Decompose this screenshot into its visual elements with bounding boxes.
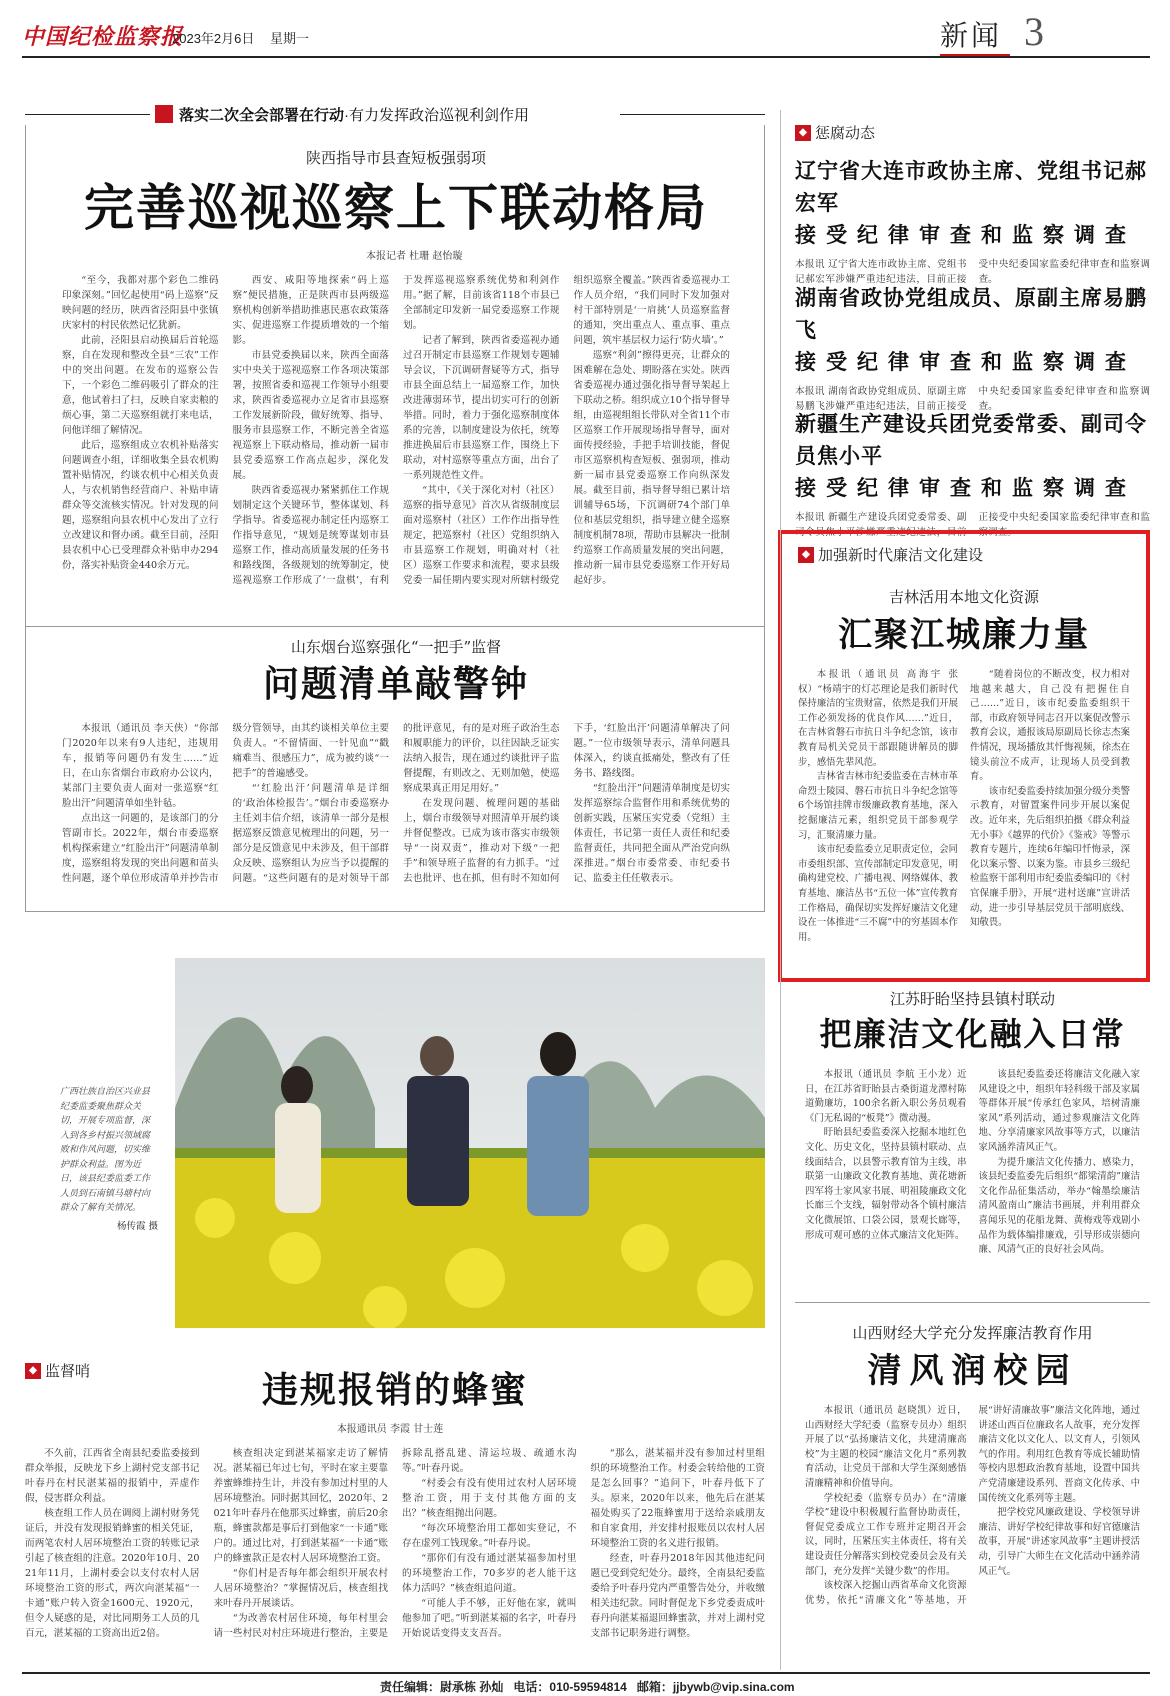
- footer-editor: 尉承栋 孙灿: [440, 1680, 504, 1694]
- item-body: 本报讯 新疆生产建设兵团党委常委、副司令员焦小平涉嫌严重违纪违法，目前正接受中央纪委国家监委纪律审查和监察调查。: [795, 512, 1150, 538]
- section-name: 新闻: [940, 19, 1003, 52]
- clean-culture-title: 汇聚江城廉力量: [838, 615, 1090, 655]
- paragraph: 此前，泾阳县启动换届后首轮巡察，自在发现和整改全县“三农”工作中的突出问题。在发布的巡察公告下，一个彩色二维码吸引了群众的注意，他试着扫了扫，反映自家卖粮的烦心事，第二天巡察组就打来电话，问他详细了解情况。: [62, 335, 219, 436]
- anti-corruption-tag-icon: ◆: [795, 125, 811, 141]
- supervision-tag-icon: ◆: [25, 1363, 41, 1379]
- paragraph: 本报讯（通讯员 李航 王小龙）近日，在江苏省盱眙县古桑街道龙潭村陈道勤廉坊，100余名新入职公务员观看《门无私谒的“板凳”》微动漫。: [805, 1069, 967, 1124]
- shanxi-kicker: 山西财经大学充分发挥廉洁教育作用: [852, 1324, 1093, 1342]
- paragraph: “其中，《关于深化对村（社区）巡察的指导意见》首次从省级制度层面对巡察村（社区）工作作出指导性规定，把巡察村（社区）党组织纳入市县巡察工作规划，明确对村（社区）巡察工作要求和流程，要求县级党委一届任期内要实现对所辖村级党组织巡察全覆盖。”陕西省委巡视办工作人员介绍，“我们同时下发加强对村干部特别是‘一肩挑’人员巡察监督的通知，突出重点人、重点事、重点问题，筑牢基层权力运行‘防火墙’。”: [403, 275, 730, 586]
- banner-rule-right: [620, 114, 765, 115]
- anti-corruption-tag: [795, 122, 875, 143]
- item-headline-2: 接受纪律审查和监察调查: [795, 222, 1136, 247]
- paragraph: 西安、咸阳等地探索“码上巡察”便民措施，正是陕西市县两级巡察机构创新举措助推惠民惠农政策落实、促进巡察工作提质增效的一个缩影。: [232, 275, 389, 346]
- item-headline-1: 新疆生产建设兵团党委常委、副司令员焦小平: [795, 411, 1147, 468]
- article-1-byline: 本报记者 杜珊 赵怡璇: [366, 251, 463, 262]
- paragraph: “随着岗位的不断改变，权力相对地越来越大，自己没有把握住自己……”近日，该市纪委监委组织干部，市政府领导同志召开以案促改警示教育会议，通报该局原副局长徐志杰案件情况，现场播放其忏悔视频，徐杰在镜头前泣不成声，让现场人员受到教育。: [970, 669, 1130, 783]
- supervision-title: 违规报销的蜂蜜: [261, 1369, 528, 1411]
- field-photo-illustration: [175, 958, 765, 1328]
- anti-corruption-item: [795, 155, 1150, 289]
- masthead-weekday: 星期一: [270, 31, 310, 46]
- paragraph: “那你们有没有通过湛某福参加村里的环境整治工作，70多岁的老人能干这体力活吗？”核查组追问道。: [402, 1553, 577, 1594]
- shanxi-rule: [795, 1302, 1150, 1303]
- masthead: [22, 9, 1150, 54]
- paragraph: 本报讯（通讯员 高海宇 张权）“杨靖宇的灯芯理论是我们新时代保持廉洁的宝贵财富，依然是我们开展工作必须发扬的优良作风……”近日，在吉林省磐石市抗日斗争纪念馆，该市教育局机关党员干部跟随讲解员的脚步，感悟先辈风范。: [798, 669, 958, 768]
- item-headline-1: 湖南省政协党组成员、原副主席易鹏飞: [795, 285, 1147, 342]
- photo-caption-text: 广西壮族自治区兴业县纪委监委聚焦群众关切，开展专项监督，深入到各乡村振兴领域腐败和作风问题，切实维护群众利益。图为近日，该县纪委监委工作人员到石南镇马塘村向群众了解有关情况。: [60, 1087, 151, 1213]
- photo-caption: [60, 1085, 158, 1232]
- paragraph: 本报讯（通讯员 李天侠）“你部门2020年以来有9人违纪，违规用车，报销等问题仍有发生……”近日，在山东省烟台市政府办公议内，某部门主要负责人面对一张巡察“红脸出汗”问题清单如坐针毡。: [62, 723, 219, 809]
- footer: [380, 1678, 795, 1695]
- footer-editor-label: 责任编辑：: [380, 1680, 441, 1694]
- paragraph: “村委会有没有使用过农村人居环境整治工资，用于支付其他方面的支出？”核查组抛出问题。: [402, 1478, 577, 1519]
- paragraph: 经查，叶春丹2018年因其他违纪问题已受到党纪处分。最终，全南县纪委监委给予叶春丹党内严重警告处分，并收缴相关违纪款。同时督促龙下乡党委责成叶春丹向湛某福退回蜂蜜款，并对上湖村党支部书记职务进行调整。: [590, 1553, 765, 1639]
- jiangsu-body: [805, 1068, 1140, 1286]
- paragraph: 记者了解到，陕西省委巡视办通过召开制定市县巡察工作规划专题辅导会议，下沉调研督疑等方式，指导市县全面总结上一届巡察工作，加快改进薄弱环节，提出切实可行的创新举措。同时，着力于强化巡察制度体系的完善，以制度建设为依托，统筹推进换届后市县巡察工作，围绕上下联动，对村巡察等重点方面，出台了一系列规范性文件。: [403, 335, 560, 481]
- clean-culture-body: [798, 668, 1130, 974]
- article-1-title: 完善巡视巡察上下联动格局: [84, 178, 708, 237]
- paragraph: 该市纪委监委持续加强分级分类警示教育，对留置案件同步开展以案促改。近年来，先后组织拍摄《群众利益无小事》《越界的代价》《鉴戒》等警示教育专题片，连续6年编印忏悔录，深化以案示警、以案为鉴。市县乡三级纪检监察干部利用市纪委监委编印的《村官保廉手册》，开展“进村送廉”宣讲活动，进一步引导基层党员干部明底线、知敬畏。: [970, 785, 1130, 929]
- page-number: 3: [1024, 9, 1044, 54]
- shanxi-title: 清风润校园: [867, 1351, 1078, 1391]
- item-body: 本报讯 辽宁省大连市政协主席、党组书记郝宏军涉嫌严重违纪违法，目前正接受中央纪委国家监委纪律审查和监察调查。: [795, 259, 1150, 285]
- paragraph: 核查组决定到湛某福家走访了解情况。湛某福已年过七旬，平时在家主要靠养蜜蜂维持生计，并没有参加过村里的人居环境整治。同时据其回忆，2020年、2021年叶春丹在他那买过蜂蜜，前后20余瓶，蜂蜜款都是事后打到他家“一卡通”账户的。通过比对，打到湛某福“一卡通”账户的蜂蜜款正是农村人居环境整治工资。: [213, 1448, 388, 1564]
- masthead-date: 2023年2月6日: [172, 31, 255, 46]
- item-headline-2: 接受纪律审查和监察调查: [795, 349, 1136, 374]
- paragraph: 在发现问题、梳理问题的基础上，烟台市级领导对照清单开展约谈并督促整改。已成为该市落实市级领导“一岗双责”，推动对下级“一把手”和领导班子监督的有力抓手。“过去也批评、也在抓，但有时不知如何下手，‘红脸出汗’问题清单解决了问题。”一位市级领导表示，清单问题具体深入，约谈直抵痛处，整改有了任务书、路线图。: [403, 723, 730, 884]
- paragraph: “为改善农村居住环境，每年村里会请一些村民对村庄环境进行整治，主要是拆除乱搭乱建、清运垃圾、疏通水沟等。”叶春丹说。: [213, 1448, 577, 1639]
- anti-corruption-item: [795, 408, 1150, 542]
- supervision-body: [25, 1446, 765, 1666]
- anti-corruption-item: [795, 282, 1150, 416]
- masthead-name: 中国纪检监察报: [22, 24, 184, 50]
- paragraph: 点出这一问题的，是该部门的分管副市长。2022年，烟台市委巡察机构探索建立“红脸出汗”问题清单制度，巡察组将发现的突出问题和苗头性问题，逐个单位形成清单并抄告市级分管领导，由其约谈相关单位主要负责人。“不留情面、一针见血”“戳痛难当、很感压力”，成为被约谈“一把手”的普遍感受。: [62, 723, 389, 884]
- article-2-title: 问题清单敲警钟: [262, 663, 529, 705]
- supervision-byline: 本报通讯员 李霞 甘士莲: [336, 1424, 444, 1435]
- paragraph: 陕西省委巡视办紧紧抓住工作规划制定这个关键环节，整体谋划、科学指导。省委巡视办制定任内巡察工作指导意见，“规划是统筹谋划市县巡察工作，推动高质量发展的任务书和路线图，各级规划的统筹制定，使巡视巡察工作形成了‘一盘棋’，有利于发挥巡视巡察系统优势和利剑作用。”据了解，目前该省118个市县已全部制定印发新一届党委巡察工作规划。: [232, 275, 560, 586]
- paragraph: “可能人手不够，正好他在家，就叫他参加了吧。”听到湛某福的名字，叶春丹开始说话变得支支吾吾。: [402, 1598, 577, 1639]
- item-headline-1: 辽宁省大连市政协主席、党组书记郝宏军: [795, 158, 1147, 215]
- supervision-tag-label: 监督哨: [45, 1363, 91, 1380]
- masthead-rule: [22, 56, 1150, 58]
- anti-corruption-tag-label: 惩腐动态: [815, 125, 876, 142]
- paragraph: “红脸出汗”问题清单制度是切实发挥巡察综合监督作用和系统优势的创新实践，压紧压实党委（党组）主体责任，书记第一责任人责任和纪委监督责任，共同把全面从严治党向纵深推进。”烟台市委常委、市纪委书记、监委主任任敬表示。: [573, 783, 730, 884]
- item-headline-2: 接受纪律审查和监察调查: [795, 475, 1136, 500]
- paragraph: 盱眙县纪委监委深入挖掘本地红色文化、历史文化，坚持县镇村联动、点线面结合，以县警示教育馆为主线，串联第一山廉政文化教育基地、黄花塘新四军将士家风家书展、明祖陵廉政文化长廊三个支线，辐射带动各个镇村廉洁文化微展馆、口袋公园，景观长廊等，形成可观可感的立体式廉洁文化矩阵。: [805, 1127, 967, 1241]
- article-1: [25, 125, 765, 627]
- article-2-body: [62, 721, 730, 903]
- photo-credit: 杨传霞 摄: [116, 1220, 158, 1232]
- paragraph: “那么，湛某福并没有参加过村里组织的环境整治工作。村委会转给他的工资是怎么回事？”追问下，叶春丹低下了头。原来，2020年以来，他先后在湛某福处购买了22瓶蜂蜜用于送给亲戚朋友和自家食用，并安排村报账员以农村人居环境整治工资的名义进行报销。: [590, 1448, 765, 1549]
- paragraph: “你们村是否每年都会组织开展农村人居环境整治？”掌握情况后，核查组找来叶春丹开展谈话。: [213, 1568, 388, 1609]
- clean-culture-tag-label: 加强新时代廉洁文化建设: [818, 547, 984, 564]
- paragraph: 本报讯（通讯员 赵晓凯）近日，山西财经大学纪委（监察专员办）组织开展了以“弘扬廉洁文化，共建清廉高校”为主题的校园“廉洁文化月”系列教育活动，让党员干部和大学生深刻感悟清廉精神和价值导向。: [805, 1405, 967, 1489]
- banner-rule-left: [25, 114, 150, 115]
- item-body: 本报讯 湖南省政协党组成员、原副主席易鹏飞涉嫌严重违纪违法，目前正接受中央纪委国家监委纪律审查和监察调查。: [795, 386, 1150, 412]
- paragraph: 该县纪委监委还将廉洁文化融入家风建设之中，组织年轻科级干部及家属等群体开展“传承红色家风，培树清廉家风”系列活动，通过参观廉洁文化阵地、分享清廉家风故事等方式，以廉洁家风涵养清风正气。: [978, 1069, 1140, 1153]
- news-photo: [175, 958, 765, 1328]
- article-1-body: [62, 273, 730, 619]
- paragraph: 核查组工作人员在调阅上湖村财务凭证后，并没有发现报销蜂蜜的相关凭证，而两笔农村人居环境整治工资的转账记录引起了核查组的注意。2020年10月、2021年11月，上湖村委会以支付农村人居环境整治工资的形式，两次向湛某福“一卡通”账户转入资金1600元、1920元，但令人疑惑的是，对比同期务工人员的几百元，湛某福的工资高出近2倍。: [25, 1508, 200, 1639]
- article-2: [25, 627, 765, 912]
- article-1-kicker: 陕西指导市县查短板强弱项: [305, 149, 486, 167]
- paragraph: 市县党委换届以来，陕西全面落实中央关于巡视巡察工作各项决策部署，按照省委和巡视工作领导小组要求，陕西省委巡视办立足省市县巡察工作发展新阶段，做好统筹、指导、服务市县巡察工作，不断完善全省巡视巡察上下联动格局，推动新一届市县党委巡察工作高点起步，深化发展。: [232, 350, 389, 481]
- footer-rule: [22, 1672, 1150, 1674]
- clean-culture-box: [778, 530, 1150, 982]
- footer-phone-label: 电话：: [513, 1680, 550, 1694]
- paragraph: 该校深入挖掘山西省革命文化资源优势，依托“清廉文化”等基地，开展“讲好清廉故事”廉洁文化阵地，通过讲述山西百位廉政名人故事，充分发挥廉洁文化以文化人、以文育人，引领风气的作用。利用红色教育等成长辅助情等校内思想政治教育基地，设置中国共产党清廉建设系列、晋商文化传承、中国传统文化系列等主题。: [805, 1405, 1140, 1606]
- paragraph: 此后，巡察组成立农机补贴落实问题调查小组，详细收集全县农机购置补贴情况，约谈农机中心相关负责人，与农机销售经营商户、补贴申请群众等交流核实情况。针对发现的问题，巡察组向县农机中心发出了立行立改建议和督办函。截至目前，泾阳县农机中心已受理群众补贴申办294份，落实补贴资金440余万元。: [62, 440, 219, 571]
- shanxi-body: [805, 1404, 1140, 1666]
- footer-phone: 010-59594814: [549, 1680, 627, 1694]
- banner-rest: ·有力发挥政治巡视利剑作用: [344, 107, 530, 124]
- paragraph: 该市纪委监委立足职责定位，会同市委组织部、宣传部制定印发意见，明确构建党校、广播电视、网络媒体、教育基地、廉洁丛书“五位一体”宣传教育工作格局，确保切实发挥好廉洁文化建设在一体推进“三不腐”中的穷基固本作用。: [798, 844, 958, 943]
- top-banner: [155, 104, 529, 125]
- paragraph: 吉林省吉林市纪委监委在吉林市革命烈士陵园、磐石市抗日斗争纪念馆等6个场馆挂牌市级廉政教育基地，深入挖掘廉洁元素，组织党员干部参观学习，汇聚清廉力量。: [798, 771, 958, 841]
- paragraph: “‘红脸出汗’问题清单是详细的‘政治体检报告’。”烟台市委巡察办主任刘丰信介绍，该清单一部分是根据巡察反馈意见梳理出的问题，另一部分是反馈意见中未涉及，但干部群众反映、巡察组认为应当予以提醒的问题。“这些问题有的是对领导干部的批评意见，有的是对班子政治生态和履职能力的评价，以往因缺乏证实法纳入报告，现在通过约谈批评子监督提醒，有则改之、无则加勉，使巡察成果真正用足用好。”: [232, 723, 560, 884]
- banner-icon: [155, 105, 173, 123]
- clean-culture-kicker: 吉林活用本地文化资源: [888, 588, 1039, 606]
- paragraph: 学校纪委（监察专员办）在“清廉学校”建设中积极履行监督协助责任，督促党委成立工作专班并定期召开会议，同时，压紧压实主体责任，将有关建设责任分解落实到校党委员会及有关部门，充分发挥“关键少数”的作用。: [805, 1492, 967, 1577]
- clean-culture-tag: [798, 544, 983, 565]
- paragraph: 巡察“利剑”擦得更亮，让群众的困难解在急处、期盼落在实处。陕西省委巡视办通过强化指导督导架起上下联动之桥。组织成立10个指导督导组，由巡视组组长带队对全省11个市区巡察工作开展现场指导督导，面对面传授经验，手把手培训技能，督促市区巡察机构查短板、强弱项，推动新一届市县党委巡察工作向纵深发展。截至目前，指导督导组已累计培训辅导65场，下沉调研74个部门单位和基层党组织，指导建立健全巡察制度机制78项，帮助市县解决一批制约巡察工作高质量发展的突出问题，推动新一届市县党委巡察工作开好局起好步。: [573, 350, 730, 586]
- column-divider: [780, 110, 781, 1670]
- jiangsu-kicker: 江苏盱眙坚持县镇村联动: [889, 990, 1055, 1008]
- footer-email-label: 邮箱：: [636, 1680, 673, 1694]
- paragraph: 不久前，江西省全南县纪委监委接到群众举报，反映龙下乡上湖村党支部书记叶春丹在村民湛某福的报销中，弄虚作假，侵害群众利益。: [25, 1448, 200, 1504]
- banner-strong: 落实二次全会部署在行动: [179, 107, 345, 124]
- paragraph: “每次环境整治用工都如实登记，不存在虚列工钱现象。”叶春丹说。: [402, 1523, 577, 1549]
- jiangsu-title: 把廉洁文化融入日常: [819, 1015, 1126, 1053]
- footer-email: jjbywb@vip.sina.com: [672, 1680, 795, 1694]
- article-2-kicker: 山东烟台巡察强化“一把手”监督: [290, 638, 502, 656]
- paragraph: 为提升廉洁文化传播力、感染力，该县纪委监委先后组织“都梁清韵”廉洁文化作品征集活动，举办“翰墨绘廉洁 清风盈南山”廉洁书画展，并利用群众喜闻乐见的花船龙舞、黄梅戏等戏剧小品作为载体编排廉戏，引导形成崇德向廉、风清气正的良好社会风尚。: [978, 1156, 1140, 1256]
- paragraph: 把学校党风廉政建设、学校领导讲廉洁、讲好学校纪律故事和好官德廉洁故事，开展“讲述家风故事”主题讲授活动，引导广大师生在文化活动中涵养清风正气。: [978, 1507, 1140, 1577]
- paragraph: “至今，我都对那个彩色二维码印象深刻。”回忆起使用“码上巡察”反映问题的经历，陕西省泾阳县中张镇庆家村的村民依然记忆犹新。: [62, 275, 219, 331]
- clean-culture-tag-icon: ◆: [798, 547, 814, 563]
